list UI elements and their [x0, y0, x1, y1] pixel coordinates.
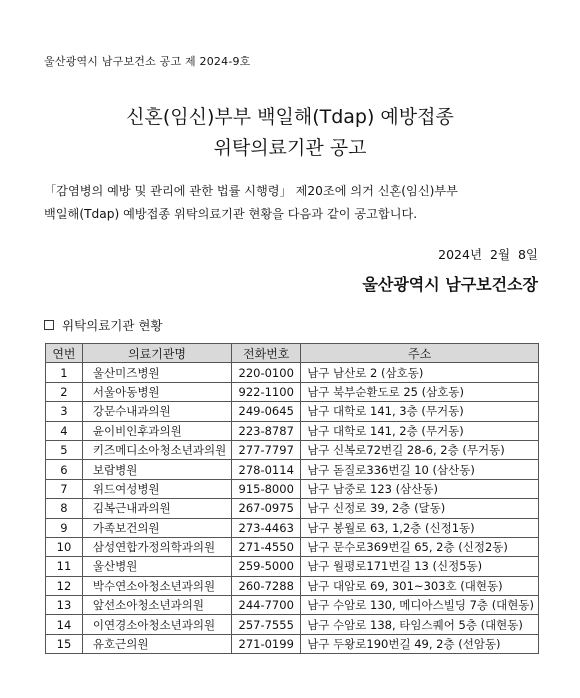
table-row — [46, 557, 539, 576]
cell-tel: 223-8787 — [232, 421, 301, 440]
header-address: 주소 — [301, 344, 539, 363]
cell-tel: 267-0975 — [232, 499, 301, 518]
cell-name: 이연경소아청소년과의원 — [82, 615, 231, 634]
table-header-row — [46, 344, 539, 363]
cell-tel: 220-0100 — [232, 363, 301, 382]
cell-name: 가족보건의원 — [82, 518, 231, 537]
table-row — [46, 363, 539, 382]
square-bullet-icon — [44, 320, 54, 330]
table-row — [46, 402, 539, 421]
cell-name: 박수연소아청소년과의원 — [82, 576, 231, 595]
header-no: 연번 — [46, 344, 83, 363]
cell-address: 남구 월평로171번길 13 (신정5동) — [301, 557, 539, 576]
cell-no: 12 — [46, 576, 83, 595]
table-row — [46, 421, 539, 440]
cell-tel: 271-0199 — [232, 634, 301, 653]
cell-address: 남구 대암로 69, 301~303호 (대현동) — [301, 576, 539, 595]
notice-date: 2024년 2월 8일 — [438, 247, 538, 262]
cell-name: 유호근의원 — [82, 634, 231, 653]
cell-address: 남구 북부순환도로 25 (삼호동) — [301, 382, 539, 401]
cell-tel: 271-4550 — [232, 537, 301, 556]
cell-tel: 278-0114 — [232, 460, 301, 479]
cell-no: 2 — [46, 382, 83, 401]
cell-name: 위드여성병원 — [82, 479, 231, 498]
table-row — [46, 460, 539, 479]
cell-name: 윤이비인후과의원 — [82, 421, 231, 440]
cell-tel: 922-1100 — [232, 382, 301, 401]
cell-no: 3 — [46, 402, 83, 421]
cell-tel: 915-8000 — [232, 479, 301, 498]
cell-address: 남구 두왕로190번길 49, 2층 (선암동) — [301, 634, 539, 653]
cell-address: 남구 수암로 138, 타임스퀘어 5층 (대현동) — [301, 615, 539, 634]
table-row — [46, 479, 539, 498]
cell-address: 남구 수암로 130, 메디아스빌딩 7층 (대현동) — [301, 596, 539, 615]
cell-tel: 277-7797 — [232, 440, 301, 459]
table-row — [46, 537, 539, 556]
cell-no: 10 — [46, 537, 83, 556]
table-row — [46, 518, 539, 537]
body-paragraph-line1: 「감염병의 예방 및 관리에 관한 법률 시행령」 제20조에 의거 신혼(임신)부부 — [44, 184, 458, 198]
cell-tel: 249-0645 — [232, 402, 301, 421]
cell-no: 7 — [46, 479, 83, 498]
cell-address: 남구 대학로 141, 3층 (무거동) — [301, 402, 539, 421]
page-title: 신혼(임신)부부 백일해(Tdap) 예방접종 — [126, 106, 454, 128]
table-row — [46, 634, 539, 653]
section-heading-label: 위탁의료기관 현황 — [62, 318, 163, 333]
table-row — [46, 576, 539, 595]
cell-name: 삼성연합가정의학과의원 — [82, 537, 231, 556]
cell-address: 남구 돋질로336번길 10 (삼산동) — [301, 460, 539, 479]
cell-no: 15 — [46, 634, 83, 653]
issuer-signature: 울산광역시 남구보건소장 — [362, 275, 538, 294]
cell-address: 남구 문수로369번길 65, 2층 (신정2동) — [301, 537, 539, 556]
cell-address: 남구 남산로 2 (삼호동) — [301, 363, 539, 382]
table-row — [46, 440, 539, 459]
cell-name: 울산병원 — [82, 557, 231, 576]
table-row — [46, 382, 539, 401]
cell-name: 앞선소아청소년과의원 — [82, 596, 231, 615]
cell-name: 김복근내과의원 — [82, 499, 231, 518]
institution-table — [45, 343, 539, 654]
cell-no: 11 — [46, 557, 83, 576]
header-name: 의료기관명 — [82, 344, 231, 363]
cell-no: 6 — [46, 460, 83, 479]
cell-no: 5 — [46, 440, 83, 459]
table-row — [46, 615, 539, 634]
cell-tel: 273-4463 — [232, 518, 301, 537]
cell-no: 4 — [46, 421, 83, 440]
cell-address: 남구 대학로 141, 2층 (무거동) — [301, 421, 539, 440]
cell-tel: 244-7700 — [232, 596, 301, 615]
section-heading — [44, 316, 163, 334]
cell-address: 남구 남중로 123 (삼산동) — [301, 479, 539, 498]
cell-address: 남구 신복로72번길 28-6, 2층 (무거동) — [301, 440, 539, 459]
header-tel: 전화번호 — [232, 344, 301, 363]
cell-address: 남구 신정로 39, 2층 (달동) — [301, 499, 539, 518]
notice-number: 울산광역시 남구보건소 공고 제 2024-9호 — [44, 55, 251, 68]
cell-no: 9 — [46, 518, 83, 537]
cell-no: 1 — [46, 363, 83, 382]
cell-name: 키즈메디소아청소년과의원 — [82, 440, 231, 459]
cell-no: 14 — [46, 615, 83, 634]
cell-name: 강문수내과의원 — [82, 402, 231, 421]
cell-no: 13 — [46, 596, 83, 615]
cell-tel: 259-5000 — [232, 557, 301, 576]
table-row — [46, 499, 539, 518]
cell-no: 8 — [46, 499, 83, 518]
cell-address: 남구 봉월로 63, 1,2층 (신정1동) — [301, 518, 539, 537]
cell-name: 서울아동병원 — [82, 382, 231, 401]
table-row — [46, 596, 539, 615]
body-paragraph-line2: 백일해(Tdap) 예방접종 위탁의료기관 현황을 다음과 같이 공고합니다. — [44, 207, 418, 221]
cell-tel: 260-7288 — [232, 576, 301, 595]
cell-tel: 257-7555 — [232, 615, 301, 634]
cell-name: 보람병원 — [82, 460, 231, 479]
page-subtitle: 위탁의료기관 공고 — [213, 137, 367, 159]
cell-name: 울산미즈병원 — [82, 363, 231, 382]
